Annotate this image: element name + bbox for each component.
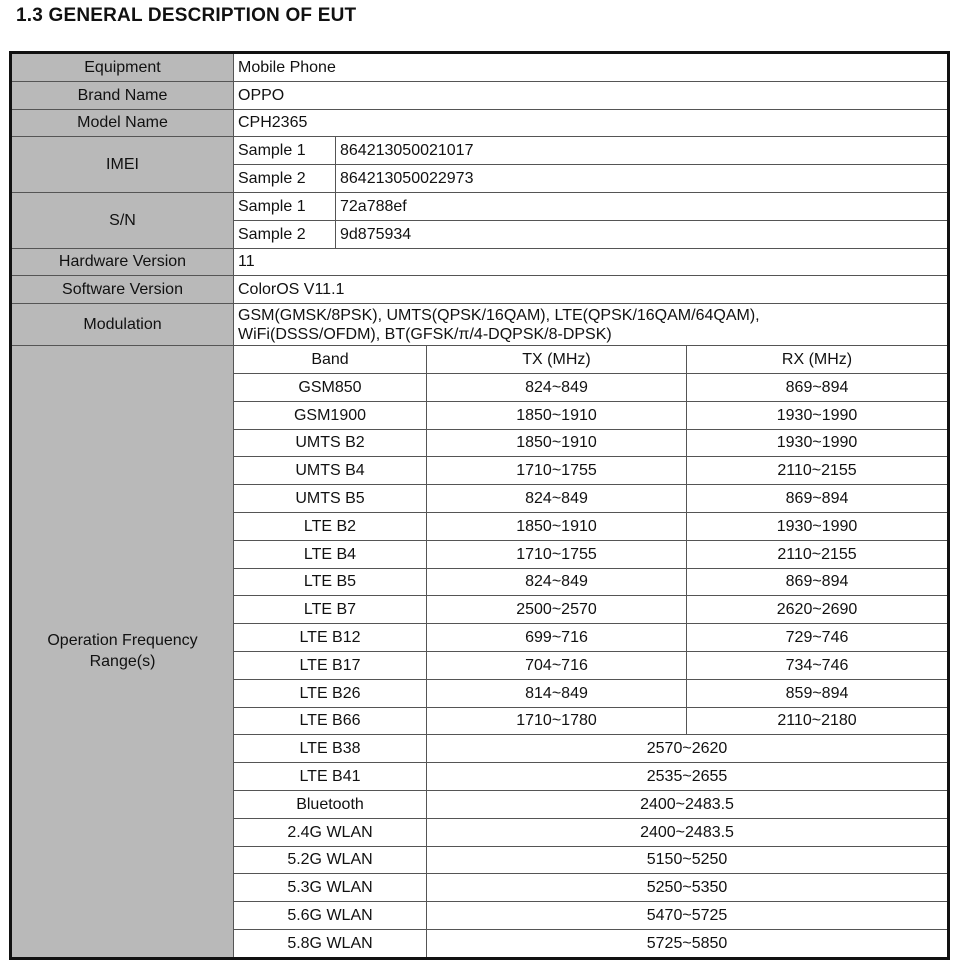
tx-range: 2500~2570 (427, 596, 687, 624)
tx-range: 814~849 (427, 679, 687, 707)
model-row (11, 109, 949, 137)
rx-range: 1930~1990 (687, 512, 949, 540)
imei-sample-2-value: 864213050022973 (336, 165, 949, 193)
imei-sample-1-name: Sample 1 (234, 137, 336, 165)
sn-row (11, 192, 949, 220)
tx-range: 824~849 (427, 568, 687, 596)
band-name: UMTS B4 (234, 457, 427, 485)
tx-range: 1710~1780 (427, 707, 687, 735)
band-name: LTE B26 (234, 679, 427, 707)
tx-range: 1850~1910 (427, 429, 687, 457)
rx-range: 734~746 (687, 651, 949, 679)
tx-range: 699~716 (427, 624, 687, 652)
hardware-value: 11 (234, 248, 949, 276)
brand-label: Brand Name (11, 81, 234, 109)
frequency-header-row (11, 346, 949, 374)
band-name: 2.4G WLAN (234, 818, 427, 846)
sn-label: S/N (11, 192, 234, 248)
rx-range: 2110~2155 (687, 457, 949, 485)
band-range: 5470~5725 (427, 902, 949, 930)
imei-row (11, 137, 949, 165)
software-row (11, 276, 949, 304)
rx-range: 2110~2180 (687, 707, 949, 735)
band-range: 5150~5250 (427, 846, 949, 874)
imei-label: IMEI (11, 137, 234, 193)
band-name: LTE B66 (234, 707, 427, 735)
modulation-line-1: GSM(GMSK/8PSK), UMTS(QPSK/16QAM), LTE(QPSK/16QAM/64QAM), (238, 306, 760, 324)
rx-header: RX (MHz) (687, 346, 949, 374)
model-label: Model Name (11, 109, 234, 137)
rx-range: 1930~1990 (687, 429, 949, 457)
band-header: Band (234, 346, 427, 374)
rx-range: 869~894 (687, 373, 949, 401)
band-name: Bluetooth (234, 790, 427, 818)
software-label: Software Version (11, 276, 234, 304)
modulation-row (11, 304, 949, 346)
tx-range: 824~849 (427, 373, 687, 401)
band-name: LTE B17 (234, 651, 427, 679)
modulation-line-2: WiFi(DSSS/OFDM), BT(GFSK/π/4-DQPSK/8-DPSK) (238, 325, 612, 343)
band-name: 5.6G WLAN (234, 902, 427, 930)
sn-sample-1-value: 72a788ef (336, 192, 949, 220)
band-name: 5.3G WLAN (234, 874, 427, 902)
band-name: LTE B7 (234, 596, 427, 624)
hardware-label: Hardware Version (11, 248, 234, 276)
band-name: LTE B5 (234, 568, 427, 596)
eut-description-table (9, 51, 950, 960)
frequency-label-line-1: Operation Frequency (47, 632, 198, 650)
tx-range: 1850~1910 (427, 401, 687, 429)
tx-range: 1710~1755 (427, 457, 687, 485)
rx-range: 1930~1990 (687, 401, 949, 429)
equipment-row (11, 53, 949, 82)
modulation-label: Modulation (11, 304, 234, 346)
imei-sample-2-name: Sample 2 (234, 165, 336, 193)
band-range: 2570~2620 (427, 735, 949, 763)
band-name: 5.8G WLAN (234, 929, 427, 958)
tx-range: 1850~1910 (427, 512, 687, 540)
section-title: 1.3 GENERAL DESCRIPTION OF EUT (16, 5, 357, 26)
band-range: 5725~5850 (427, 929, 949, 958)
model-value: CPH2365 (234, 109, 949, 137)
band-name: LTE B41 (234, 763, 427, 791)
band-range: 2535~2655 (427, 763, 949, 791)
band-name: GSM1900 (234, 401, 427, 429)
band-name: LTE B38 (234, 735, 427, 763)
rx-range: 869~894 (687, 568, 949, 596)
sn-sample-1-name: Sample 1 (234, 192, 336, 220)
band-name: UMTS B2 (234, 429, 427, 457)
frequency-label-line-2: Range(s) (89, 653, 156, 671)
equipment-value: Mobile Phone (234, 53, 949, 82)
tx-range: 824~849 (427, 485, 687, 513)
band-range: 5250~5350 (427, 874, 949, 902)
band-name: UMTS B5 (234, 485, 427, 513)
equipment-label: Equipment (11, 53, 234, 82)
tx-header: TX (MHz) (427, 346, 687, 374)
brand-value: OPPO (234, 81, 949, 109)
rx-range: 2110~2155 (687, 540, 949, 568)
rx-range: 729~746 (687, 624, 949, 652)
software-value: ColorOS V11.1 (234, 276, 949, 304)
rx-range: 859~894 (687, 679, 949, 707)
imei-sample-1-value: 864213050021017 (336, 137, 949, 165)
rx-range: 869~894 (687, 485, 949, 513)
band-name: LTE B12 (234, 624, 427, 652)
sn-sample-2-value: 9d875934 (336, 220, 949, 248)
tx-range: 704~716 (427, 651, 687, 679)
band-name: 5.2G WLAN (234, 846, 427, 874)
sn-sample-2-name: Sample 2 (234, 220, 336, 248)
frequency-label (11, 346, 234, 959)
brand-row (11, 81, 949, 109)
hardware-row (11, 248, 949, 276)
band-name: LTE B2 (234, 512, 427, 540)
band-name: GSM850 (234, 373, 427, 401)
tx-range: 1710~1755 (427, 540, 687, 568)
band-range: 2400~2483.5 (427, 818, 949, 846)
band-name: LTE B4 (234, 540, 427, 568)
rx-range: 2620~2690 (687, 596, 949, 624)
modulation-value (234, 304, 949, 346)
band-range: 2400~2483.5 (427, 790, 949, 818)
